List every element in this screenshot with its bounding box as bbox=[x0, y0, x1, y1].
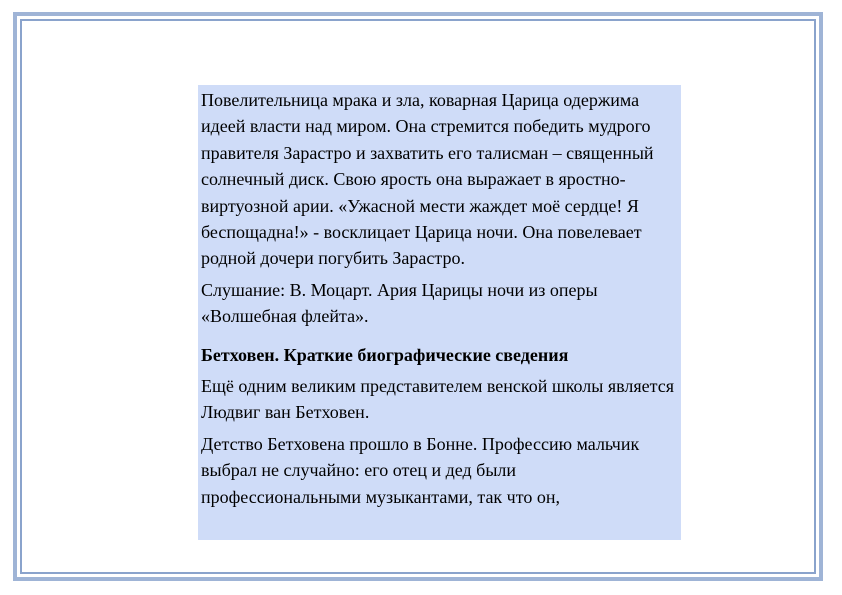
text-box bbox=[198, 85, 681, 540]
paragraph-beethoven-childhood: Детство Бетховена прошло в Бонне. Профессию мальчик выбрал не случайно: его отец и дед были профессиональными музыкантами, так что он, bbox=[201, 433, 640, 507]
paragraph-queen-of-night: Повелительница мрака и зла, коварная Царица одержима идеей власти над миром. Она стремится победить мудрого правителя Зарастро и захватить его талисман – священный солнечный диск. Свою ярость она выражает в яростно-виртуозной арии. «Ужасной мести жаждет моё сердце! Я беспощадна!» - восклицает Царица ночи. Она повелевает родной дочери погубить Зарастро. bbox=[201, 90, 654, 269]
paragraph-listening: Слушание: В. Моцарт. Ария Царицы ночи из оперы «Волшебная флейта». bbox=[201, 279, 598, 327]
paragraph-beethoven-intro: Ещё одним великим представителем венской школы является Людвиг ван Бетховен. bbox=[201, 376, 675, 423]
section-heading: Бетховен. Краткие биографические сведения bbox=[201, 344, 569, 365]
